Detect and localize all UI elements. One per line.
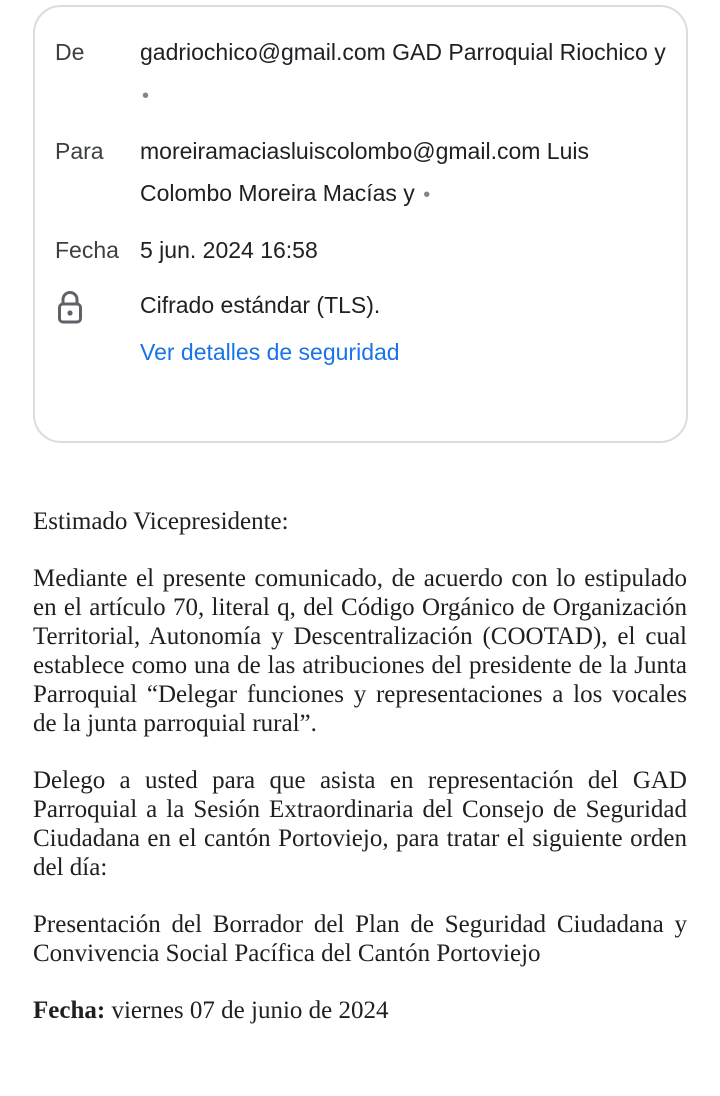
event-date-value: viernes 07 de junio de 2024: [105, 997, 389, 1024]
body-paragraph-3: Presentación del Borrador del Plan de Seguridad Ciudadana y Convivencia Social Pacífica del Cantón Portoviejo: [33, 911, 687, 967]
security-info: [140, 284, 666, 373]
date-value: 5 jun. 2024 16:58: [140, 237, 318, 263]
security-row: [55, 284, 666, 373]
body-paragraph-2: Delego a usted para que asista en representación del GAD Parroquial a la Sesión Extraordinaria del Consejo de Seguridad Ciudadana en el cantón Portoviejo, para tratar el siguiente orden del día:: [33, 767, 687, 881]
body-paragraph-1: Mediante el presente comunicado, de acuerdo con lo estipulado en el artículo 70, literal q, del Código Orgánico de Organización Territorial, Autonomía y Descentralización (COOTAD), el cual establece como una de las atribuciones del presidente de la Junta Parroquial “Delegar funciones y representaciones a los vocales de la junta parroquial rural”.: [33, 565, 687, 737]
event-date-line: [33, 996, 687, 1025]
from-address-text: gadriochico@gmail.com GAD Parroquial Riochico y: [140, 39, 666, 65]
date-row: [55, 229, 666, 271]
to-more-dot[interactable]: •: [423, 184, 431, 206]
lock-icon: [55, 291, 85, 325]
email-details-card: [33, 5, 688, 443]
from-label: De: [55, 39, 85, 65]
event-date-label: Fecha:: [33, 997, 106, 1024]
from-more-dot[interactable]: •: [142, 85, 150, 107]
security-details-link[interactable]: Ver detalles de seguridad: [140, 339, 400, 365]
lock-cell: [55, 284, 140, 373]
to-value: [140, 130, 666, 216]
date-label: Fecha: [55, 237, 119, 263]
to-label: Para: [55, 138, 104, 164]
email-body: [33, 507, 687, 1025]
from-value: [140, 31, 666, 117]
encryption-status-text: Cifrado estándar (TLS).: [140, 292, 381, 318]
from-row: [55, 31, 666, 117]
greeting-text: Estimado Vicepresidente:: [33, 508, 289, 535]
to-row: [55, 130, 666, 216]
to-address-text: moreiramaciasluiscolombo@gmail.com Luis Colombo Moreira Macías y: [140, 138, 589, 206]
